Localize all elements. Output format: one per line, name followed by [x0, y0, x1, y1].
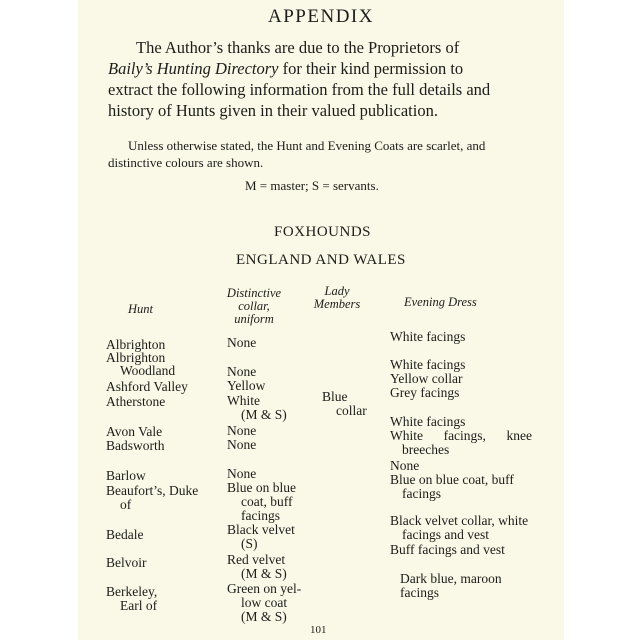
ladies-entry: Blue [322, 389, 348, 404]
col-head-ladies [307, 285, 367, 311]
hunt-name: Albrighton [106, 337, 166, 352]
page-number: 101 [310, 624, 327, 636]
evening-entry: facings and vest [402, 527, 489, 542]
hunt-name: Atherstone [106, 394, 166, 409]
collar-entry: Green on yel- [227, 581, 302, 596]
intro-line-2 [108, 59, 463, 79]
hunt-name: Barlow [106, 468, 146, 483]
book-page [78, 0, 564, 640]
intro-line-2-rest: for their kind permission to [278, 59, 464, 78]
legend: M = master; S = servants. [245, 178, 379, 193]
intro-line-3: extract the following information from the full details and [108, 80, 491, 99]
evening-entry: White facings [390, 414, 466, 429]
collar-entry: None [227, 335, 257, 350]
note-line-1: Unless otherwise stated, the Hunt and Evening Coats are scarlet, and [128, 138, 486, 153]
collar-entry: facings [241, 508, 280, 523]
col-head-ladies-2: Members [313, 297, 361, 311]
collar-entry: low coat [241, 595, 288, 610]
col-head-collar-3: uniform [234, 312, 274, 326]
collar-entry: (M & S) [241, 566, 287, 581]
evening-entry: Grey facings [390, 385, 460, 400]
page-title: APPENDIX [268, 6, 374, 27]
hunt-name: Belvoir [106, 555, 147, 570]
evening-entry: None [390, 458, 420, 473]
evening-entry: Buff facings and vest [390, 542, 505, 557]
collar-entry: None [227, 364, 257, 379]
evening-entry: White facings [390, 357, 466, 372]
collar-entry: Red velvet [227, 552, 286, 567]
col-head-collar [221, 287, 287, 326]
hunt-name: Albrighton [106, 350, 166, 365]
note-line-2: distinctive colours are shown. [108, 155, 264, 170]
hunt-name: Badsworth [106, 438, 165, 453]
evening-entry: Dark blue, maroon [400, 571, 502, 586]
ladies-entry: collar [336, 403, 367, 418]
hunt-name: Berkeley, [106, 584, 158, 599]
evening-entry: White facings [390, 329, 466, 344]
intro-line-4: history of Hunts given in their valued publication. [108, 101, 438, 120]
directory-title: Baily’s Hunting Directory [108, 59, 279, 78]
collar-entry: (S) [241, 536, 258, 551]
hunt-name: Earl of [120, 598, 158, 613]
col-head-collar-1: Distinctive [226, 286, 282, 300]
evening-entry: facings [402, 486, 441, 501]
region-heading: ENGLAND AND WALES [236, 252, 406, 268]
hunt-name: of [120, 497, 132, 512]
section-heading: FOXHOUNDS [274, 224, 372, 240]
col-head-ladies-1: Lady [324, 284, 350, 298]
evening-entry: Yellow collar [390, 371, 463, 386]
collar-entry: Black velvet [227, 522, 295, 537]
col-head-hunt: Hunt [128, 302, 153, 316]
collar-entry: coat, buff [241, 494, 293, 509]
hunt-name: Woodland [120, 363, 176, 378]
hunt-name: Ashford Valley [106, 379, 188, 394]
col-head-collar-2: collar, [238, 299, 270, 313]
collar-entry: (M & S) [241, 407, 287, 422]
collar-entry: (M & S) [241, 609, 287, 624]
evening-entry: breeches [402, 442, 450, 457]
col-head-evening: Evening Dress [404, 295, 477, 309]
collar-entry: None [227, 466, 257, 481]
evening-entry: Blue on blue coat, buff [390, 472, 514, 487]
evening-entry: White facings, knee [390, 428, 532, 443]
hunt-name: Bedale [106, 527, 144, 542]
hunt-name: Beaufort’s, Duke [106, 483, 199, 498]
intro-line-1: The Author’s thanks are due to the Proprietors of [136, 38, 460, 57]
collar-entry: None [227, 423, 257, 438]
collar-entry: White [227, 393, 260, 408]
collar-entry: Blue on blue [227, 480, 296, 495]
collar-entry: None [227, 437, 257, 452]
evening-entry: Black velvet collar, white [390, 513, 529, 528]
evening-entry: facings [400, 585, 439, 600]
hunt-name: Avon Vale [106, 424, 163, 439]
collar-entry: Yellow [227, 378, 266, 393]
